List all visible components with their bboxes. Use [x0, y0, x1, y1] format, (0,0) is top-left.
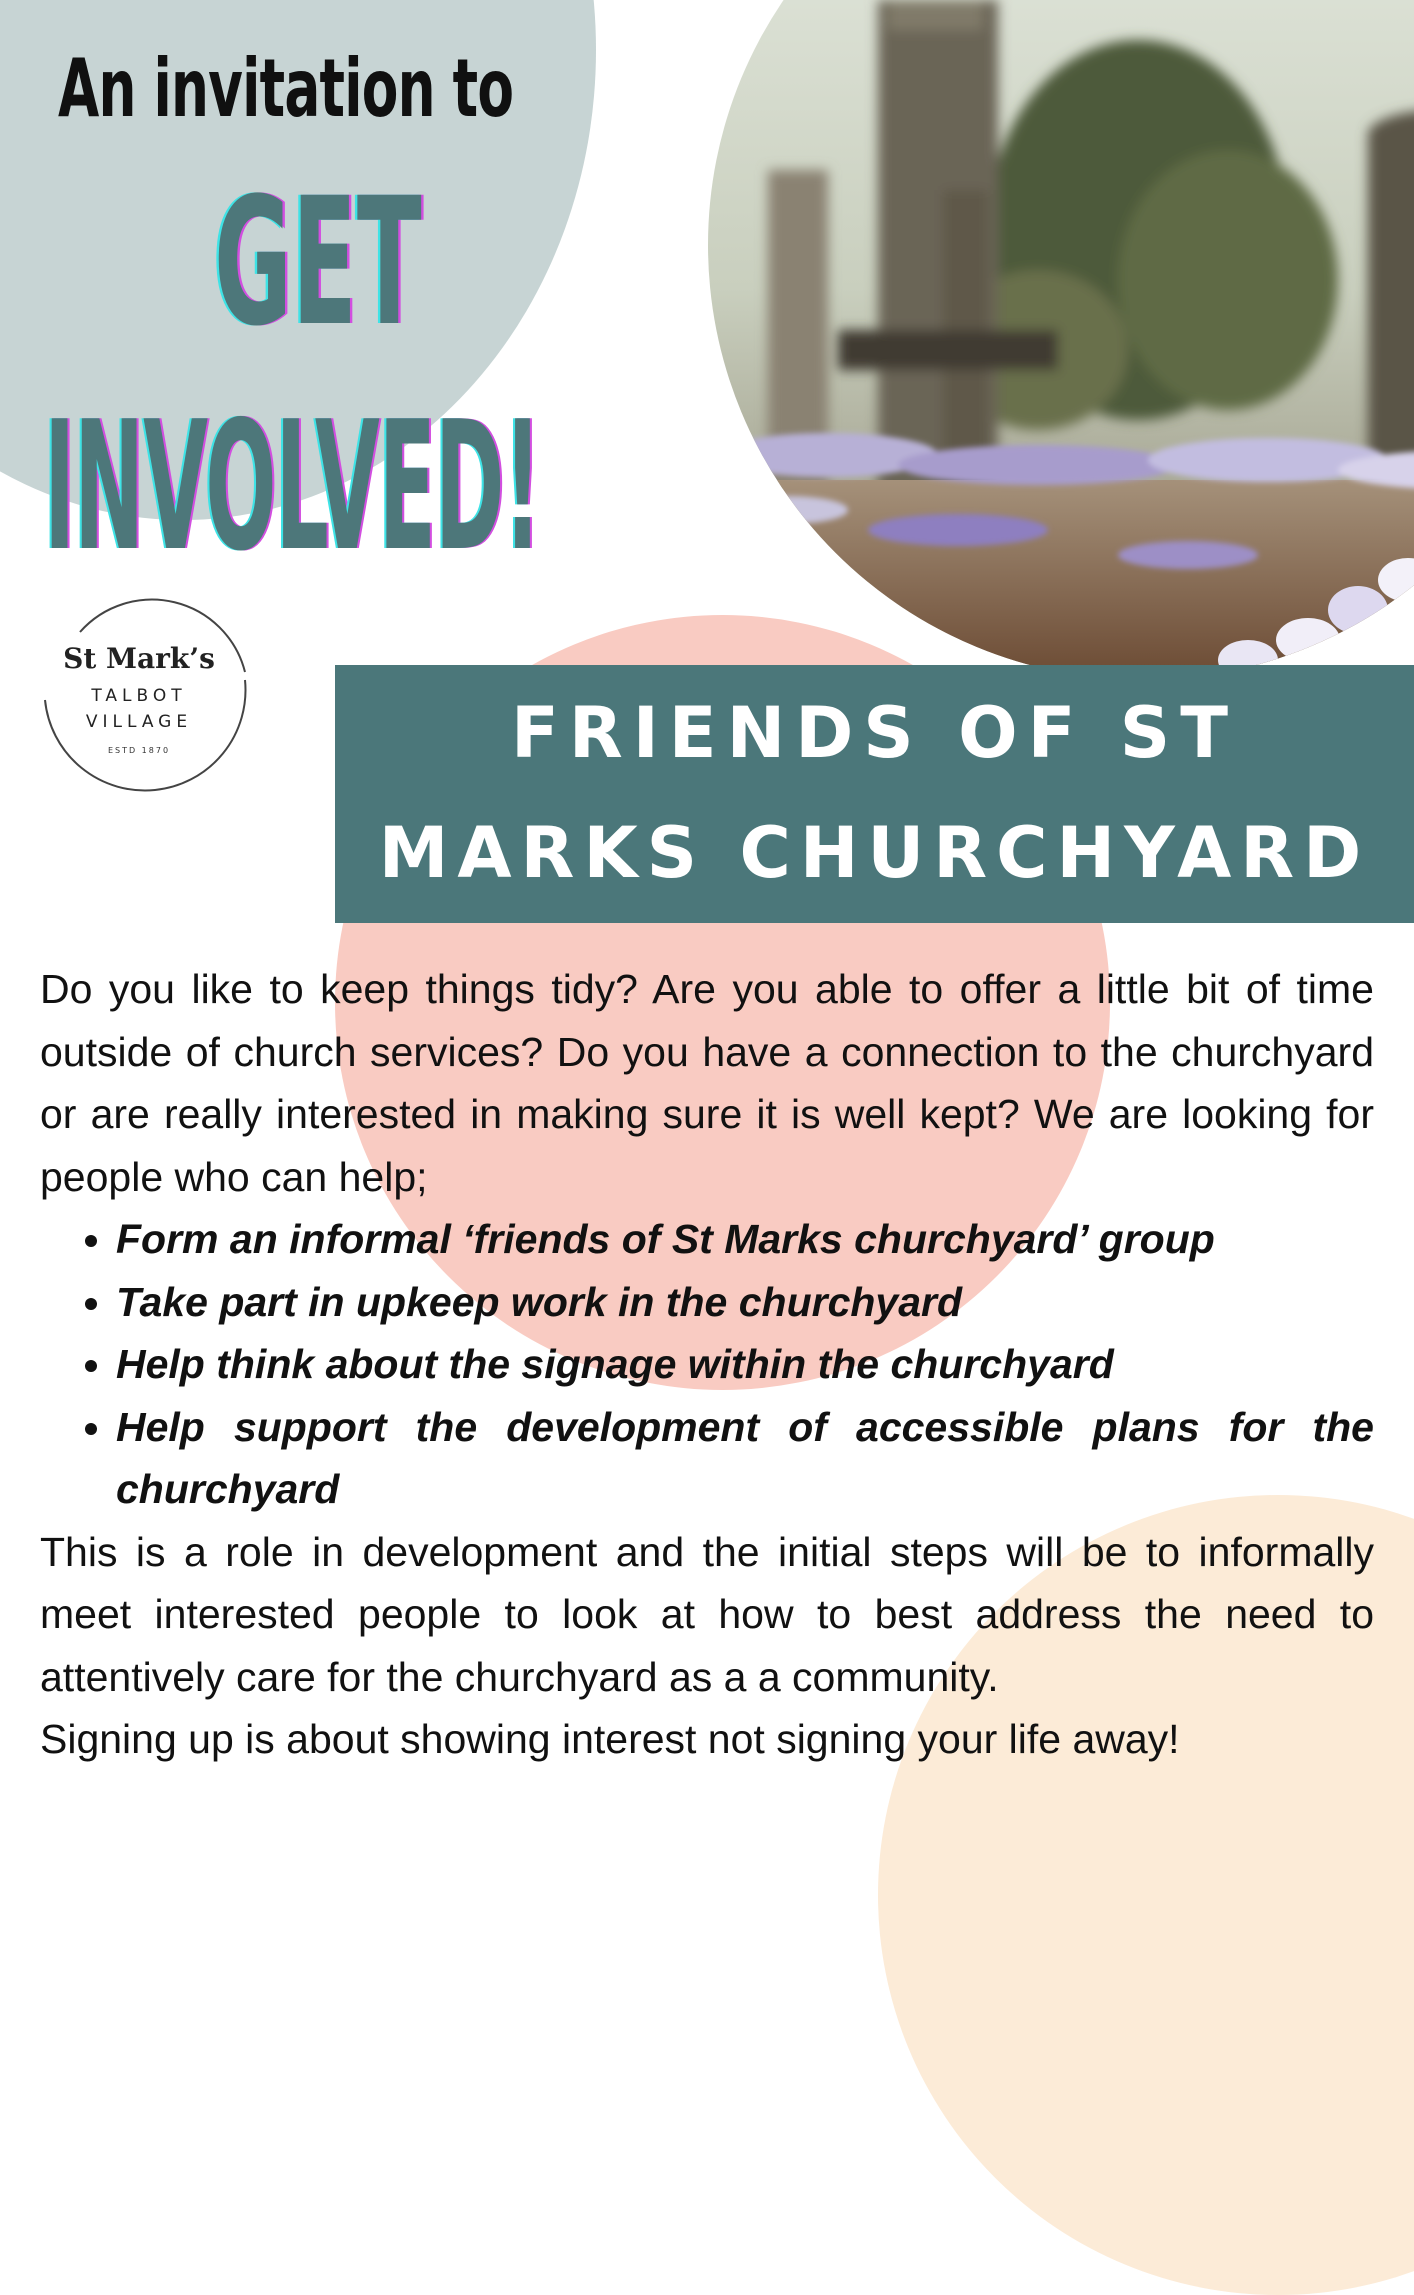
outro-paragraph: This is a role in development and the initial steps will be to informally meet interested people to look at how to best address the need to attentively care for the churchyard as a a community.	[40, 1528, 1374, 1700]
headline-invitation: An invitation to	[58, 42, 514, 135]
logo-talbot: TALBOT	[91, 686, 187, 706]
headline-get: GET	[214, 160, 422, 365]
list-item: • Help support the development of accessible plans for the churchyard	[116, 1396, 1374, 1521]
intro-paragraph: Do you like to keep things tidy? Are you able to offer a little bit of time outside of church services? Do you have a connection to the churchyard or are really interested in making sure it is well kept? We are looking for people who can help;	[40, 966, 1374, 1200]
body-text	[40, 958, 1374, 1771]
churchyard-photo	[708, 0, 1414, 680]
list-item: • Take part in upkeep work in the churchyard	[116, 1271, 1374, 1334]
st-marks-logo	[40, 580, 255, 795]
closing-paragraph: Signing up is about showing interest not signing your life away!	[40, 1716, 1180, 1762]
banner-title-line-2: MARKS CHURCHYARD	[378, 812, 1371, 894]
banner-title-line-1: FRIENDS OF ST	[511, 692, 1238, 774]
headline-involved: INVOLVED!	[44, 383, 541, 590]
help-list	[40, 1208, 1374, 1521]
logo-village: VILLAGE	[85, 712, 193, 732]
logo-name: St Mark’s	[63, 642, 215, 675]
list-item: • Form an informal ‘friends of St Marks churchyard’ group	[116, 1208, 1374, 1271]
title-banner	[335, 665, 1414, 923]
list-item: • Help think about the signage within the churchyard	[116, 1333, 1374, 1396]
logo-established: ESTD 1870	[107, 746, 171, 755]
